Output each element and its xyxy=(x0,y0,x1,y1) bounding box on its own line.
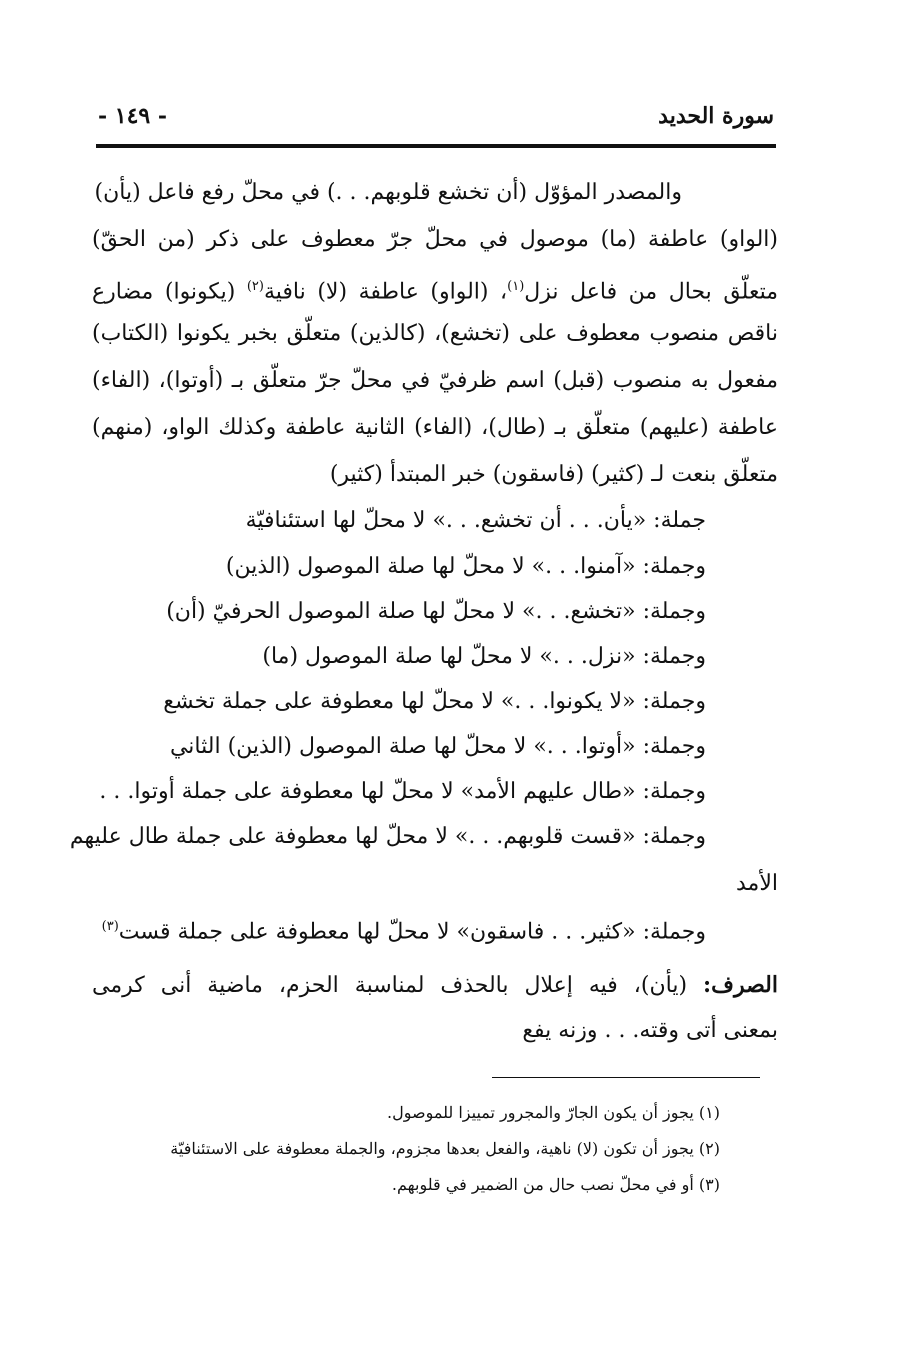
footnote-marker: (٣) xyxy=(101,919,119,934)
footnote: (٣) أو في محلّ نصب حال من الضمير في قلوبهم. xyxy=(391,1175,720,1194)
footnote-marker: (١) xyxy=(507,279,525,294)
footnote: (١) يجوز أن يكون الجارّ والمجرور تمييزا للموصول. xyxy=(387,1103,720,1122)
sentence-item: جملة: «يأن. . . أن تخشع. . .» لا محلّ لها استئنافيّة xyxy=(245,508,706,533)
sentence-item: وجملة: «نزل. . .» لا محلّ لها صلة الموصول (ما) xyxy=(262,644,706,669)
sentence-item: وجملة: «آمنوا. . .» لا محلّ لها صلة الموصول (الذين) xyxy=(225,554,706,579)
sentence-item: وجملة: «قست قلوبهم. . .» لا محلّ لها معطوفة على جملة طال عليهم xyxy=(69,824,706,849)
analysis-line: ناقص منصوب معطوف على (تخشع)، (كالذين) متعلّق بخبر يكونوا (الكتاب) xyxy=(92,321,778,346)
header-divider xyxy=(96,144,776,148)
surah-title: سورة الحديد xyxy=(658,103,774,129)
analysis-line: (الواو) عاطفة (ما) موصول في محلّ جرّ معطوف على ذكر (من الحقّ) xyxy=(92,227,778,252)
sentence-item: وجملة: «كثير. . . فاسقون» لا محلّ لها معطوفة على جملة قست$^{(٣)}$ xyxy=(101,919,706,945)
sentence-item: وجملة: «لا يكونوا. . .» لا محلّ لها معطوفة على جملة تخشع xyxy=(163,689,706,714)
sentence-item: وجملة: «أوتوا. . .» لا محلّ لها صلة الموصول (الذين) الثاني xyxy=(169,734,706,759)
morphology-line: الصرف: (يأن)، فيه إعلال بالحذف لمناسبة الحزم، ماضية أنى كرمى xyxy=(92,972,778,998)
analysis-line: مفعول به منصوب (قبل) اسم ظرفيّ في محلّ جرّ متعلّق بـ (أوتوا)، (الفاء) xyxy=(92,368,778,393)
morphology-label: الصرف: xyxy=(703,972,778,998)
morphology-line: بمعنى أتى وقته. . . وزنه يفع xyxy=(522,1018,778,1043)
footnote-divider xyxy=(492,1077,760,1078)
sentence-item: وجملة: «طال عليهم الأمد» لا محلّ لها معطوفة على جملة أوتوا. . . xyxy=(99,779,706,804)
sentence-item: وجملة: «تخشع. . .» لا محلّ لها صلة الموصول الحرفيّ (أن) xyxy=(166,599,706,624)
analysis-line: عاطفة (عليهم) متعلّق بـ (طال)، (الفاء) الثانية عاطفة وكذلك الواو، (منهم) xyxy=(92,415,778,440)
analysis-line: متعلّق بحال من فاعل نزل$^{(١)}$، (الواو) عاطفة (لا) نافية$^{(٢)}$ (يكونوا) مضارع xyxy=(92,279,778,305)
footnote: (٢) يجوز أن تكون (لا) ناهية، والفعل بعدها مجزوم، والجملة معطوفة على الاستئنافيّة xyxy=(170,1139,720,1158)
page-header xyxy=(98,96,774,136)
analysis-line: متعلّق بنعت لـ (كثير) (فاسقون) خبر المبتدأ (كثير) xyxy=(329,462,778,487)
analysis-line: والمصدر المؤوّل (أن تخشع قلوبهم. . .) في محلّ رفع فاعل (يأن) xyxy=(94,180,682,205)
page-number: - ١٤٩ - xyxy=(98,103,168,129)
sentence-continuation: الأمد xyxy=(736,871,778,896)
footnote-marker: (٢) xyxy=(246,279,264,294)
